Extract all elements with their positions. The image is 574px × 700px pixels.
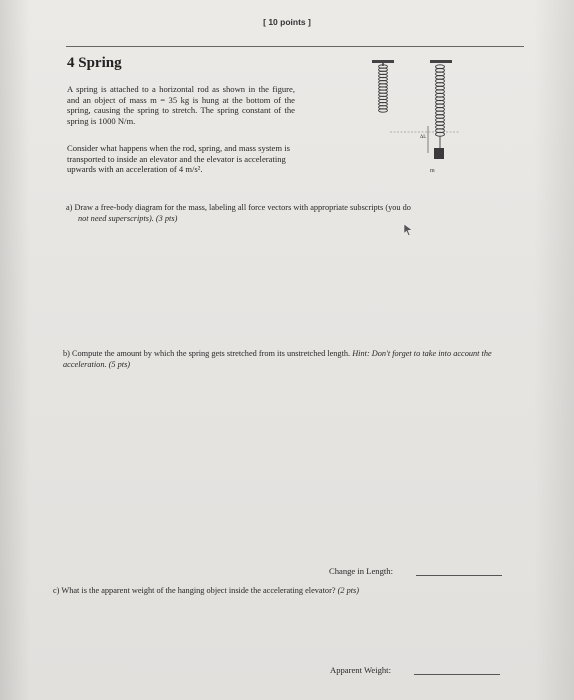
left-spring	[377, 63, 389, 112]
change-in-length-label: Change in Length:	[329, 566, 393, 576]
problem-intro: A spring is attached to a horizontal rod as shown in the figure, and an object of mass m = 35 kg is hung at the bottom of the spring, causing the spring to stretch. The spring constant of the spring is 1000 N/m.	[67, 84, 295, 126]
question-a-text: a) Draw a free-body diagram for the mass, labeling all force vectors with appropriate subscripts (you do	[66, 203, 411, 212]
mass-label: m	[430, 168, 435, 174]
header-rule	[66, 46, 524, 47]
points-header: [ 10 points ]	[263, 17, 311, 27]
question-b-text: b) Compute the amount by which the spring gets stretched from its unstretched length.	[63, 349, 351, 358]
delta-label: ΔL	[420, 135, 427, 140]
page-shadow-left	[0, 0, 30, 700]
question-a	[66, 203, 536, 224]
right-rod	[430, 60, 452, 63]
question-c	[53, 586, 523, 597]
mouse-cursor-icon	[402, 223, 414, 237]
section-title: 4 Spring	[67, 55, 122, 71]
question-c-points: (2 pts)	[337, 586, 360, 595]
change-in-length-answer-line[interactable]	[416, 575, 502, 576]
mass-block	[434, 148, 444, 159]
question-b-hint: Hint: Don't forget to take into account the acceleration.	[63, 349, 492, 369]
spring-figure	[370, 56, 470, 186]
right-spring	[436, 65, 445, 148]
apparent-weight-answer-line[interactable]	[414, 674, 500, 675]
question-a-text2: not need superscripts).	[78, 213, 154, 223]
left-rod	[372, 60, 394, 63]
page-shadow-right	[534, 0, 574, 700]
apparent-weight-label: Apparent Weight:	[330, 665, 391, 675]
question-a-points: (3 pts)	[155, 213, 178, 223]
question-b	[63, 349, 535, 370]
question-c-text: c) What is the apparent weight of the hanging object inside the accelerating elevator?	[53, 586, 336, 595]
question-b-points: (5 pts)	[108, 359, 131, 369]
problem-consider: Consider what happens when the rod, spring, and mass system is transported to inside an elevator and the elevator is accelerating upwards with an acceleration of 4 m/s².	[67, 143, 290, 174]
